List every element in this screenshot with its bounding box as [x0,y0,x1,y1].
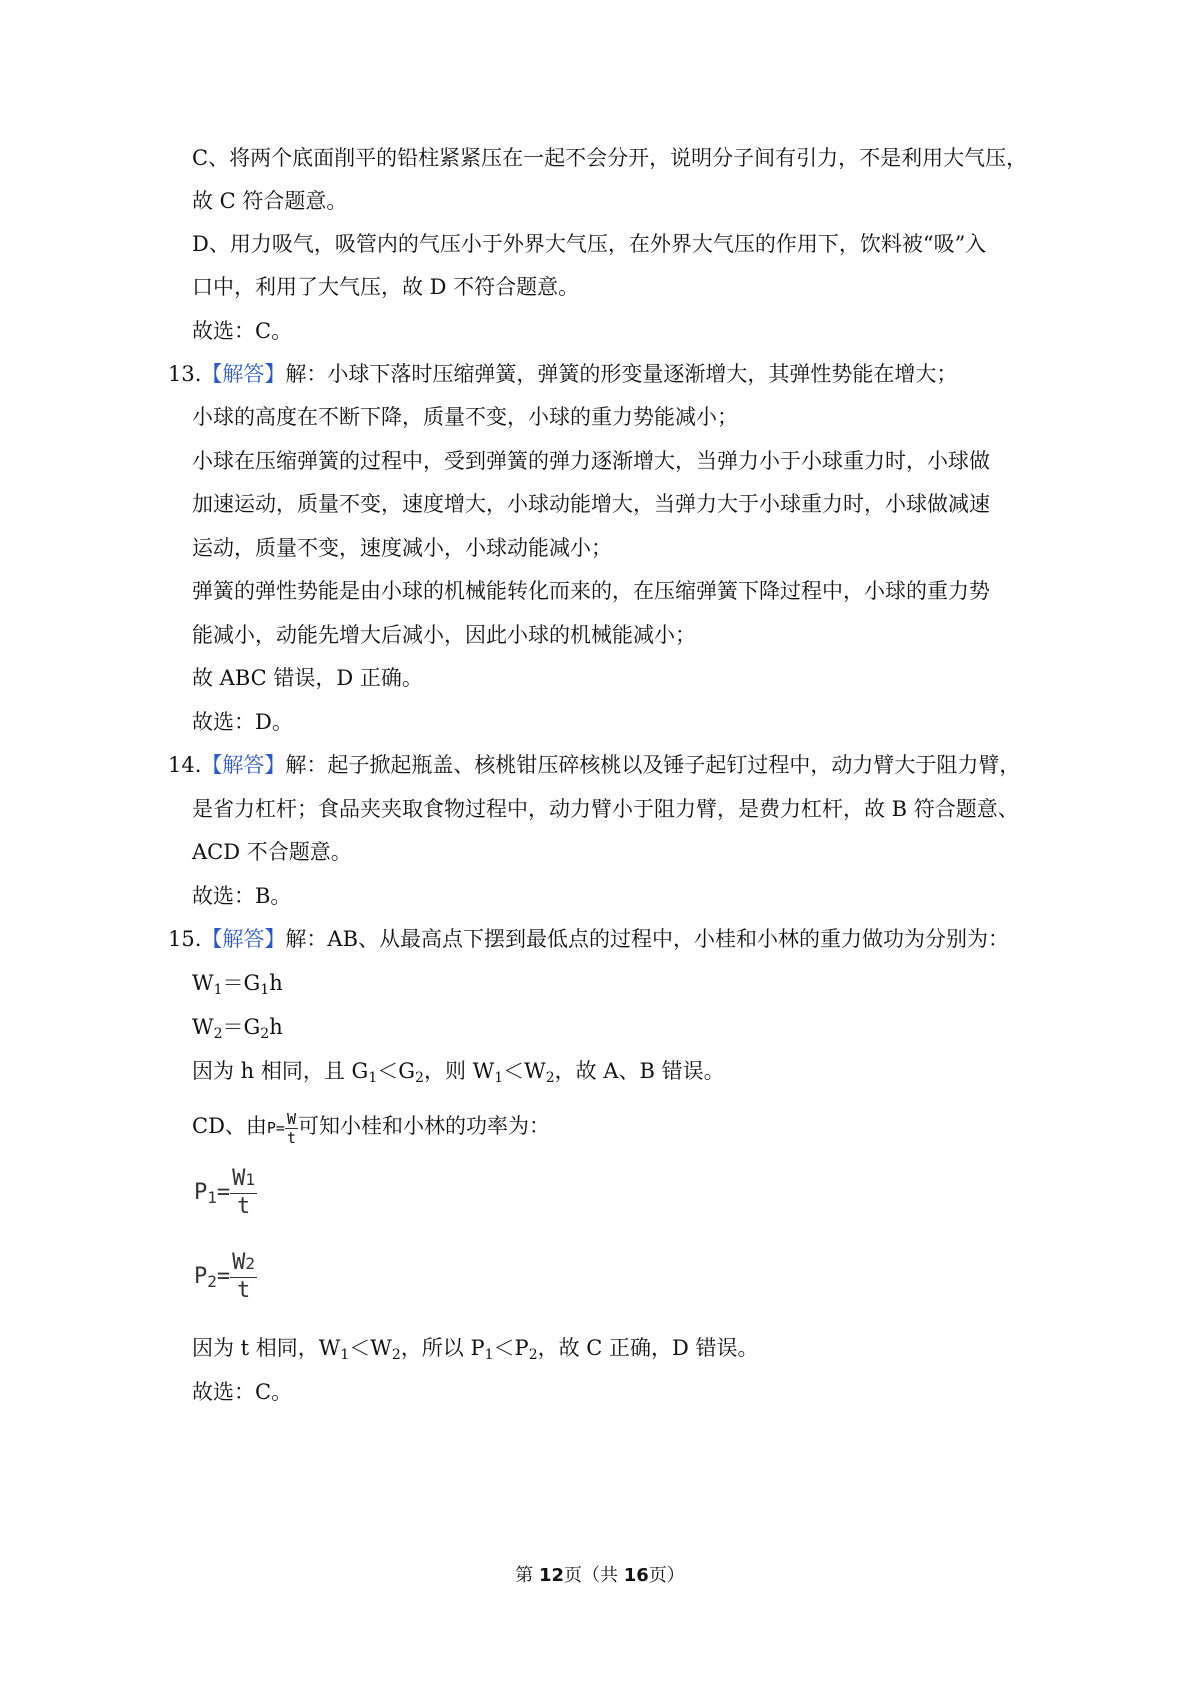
answer-tag: 【解答】 [201,753,286,777]
text-line: 故 ABC 错误，D 正确。 [192,666,423,690]
text-line: CD、由P= $\frac{W}{t}$ 可知小桂和小林的功率为： [192,1104,550,1150]
equation-w2: $W_2=G_2h$ [192,1015,283,1042]
equation-w1: $W_1=G_1h$ [192,971,283,998]
answer-text: 解：小球下落时压缩弹簧，弹簧的形变量逐渐增大，其弹性势能在增大； [285,362,958,386]
total-pages: 16 [623,1565,649,1586]
text-line: 小球在压缩弹簧的过程中，受到弹簧的弹力逐渐增大，当弹力小于小球重力时，小球做 [192,449,990,473]
formula-p1: $P_1=$ $\frac{W1}{t}$ [194,1166,256,1219]
text-line: 能减小，动能先增大后减小，因此小球的机械能减小； [192,623,696,647]
text-line: D、用力吸气，吸管内的气压小于外界大气压，在外界大气压的作用下，饮料被“吸”入 [192,232,987,256]
text-line: 口中，利用了大气压，故 D 不符合题意。 [192,275,580,299]
text-line: 故选：C。 [192,319,293,343]
question-15-header [168,924,1009,954]
power-formula: P= $\frac{W}{t}$ [266,1109,296,1147]
text-line: 故选：D。 [192,710,293,734]
text-line: 小球的高度在不断下降，质量不变，小球的重力势能减小； [192,405,738,429]
answer-text: 解：AB、从最高点下摆到最低点的过程中，小桂和小林的重力做功为分别为： [285,927,1010,951]
question-14-header [168,750,1020,780]
question-13-header [168,359,957,389]
page-footer: 第 12页（共 16页） [515,1565,685,1586]
formula-p2: $P_2=$ $\frac{W2}{t}$ [194,1250,256,1303]
text-line: C、将两个底面削平的铅柱紧紧压在一起不会分开，说明分子间有引力，不是利用大气压， [192,146,1028,170]
text-line: 因为 t 相同，$W_1<W_2$，所以 $P_1<P_2$，故 C 正确，D 错误。 [192,1336,759,1363]
answer-tag: 【解答】 [201,927,286,951]
answer-text: 解：起子掀起瓶盖、核桃钳压碎核桃以及锤子起钉过程中，动力臂大于阻力臂， [285,753,1021,777]
text-line: 弹簧的弹性势能是由小球的机械能转化而来的，在压缩弹簧下降过程中，小球的重力势 [192,579,990,603]
text-line: ACD 不合题意。 [192,840,352,864]
question-number: 15. [168,927,202,951]
question-number: 14. [168,753,202,777]
text-line: 故选：B。 [192,884,292,908]
text-line: 是省力杠杆；食品夹夹取食物过程中，动力臂小于阻力臂，是费力杠杆，故 B 符合题意、 [192,797,1019,821]
text-line: 加速运动，质量不变，速度增大，小球动能增大，当弹力大于小球重力时，小球做减速 [192,492,990,516]
page-number: 12 [538,1565,564,1586]
text-line: 故 C 符合题意。 [192,189,348,213]
answer-tag: 【解答】 [201,362,286,386]
text-line: 故选：C。 [192,1380,293,1404]
text-line: 因为 h 相同，且 $G_1<G_2$，则 $W_1<W_2$，故 A、B 错误。 [192,1059,725,1086]
question-number: 13. [168,362,202,386]
text-line: 运动，质量不变，速度减小，小球动能减小； [192,536,612,560]
